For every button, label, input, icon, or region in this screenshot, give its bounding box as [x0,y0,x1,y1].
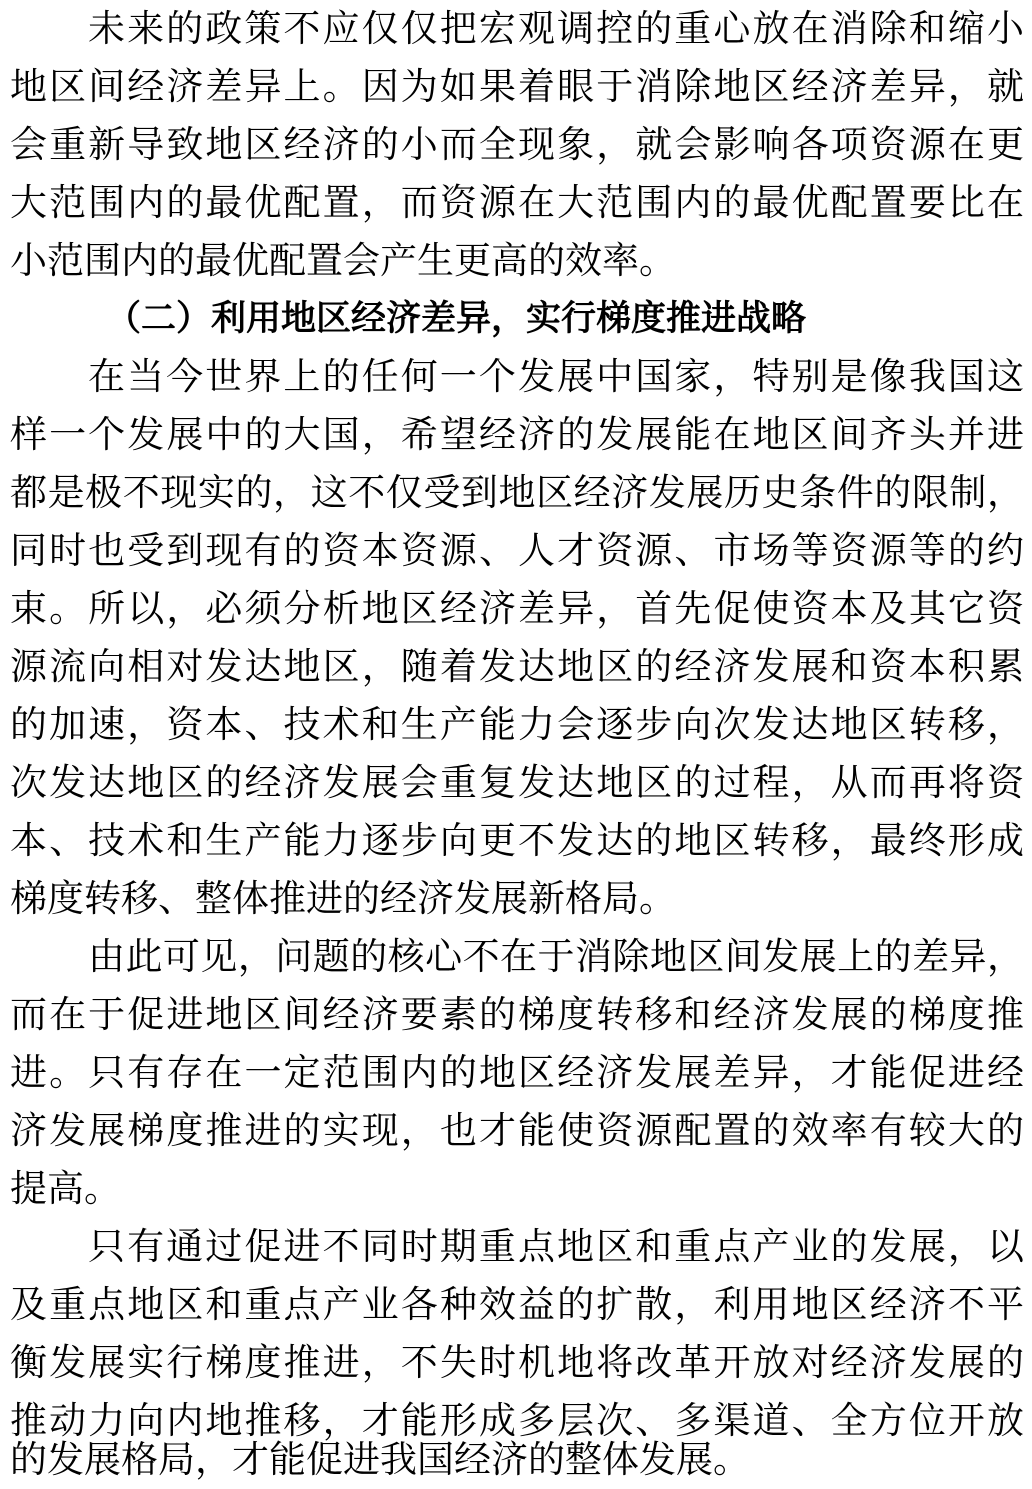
paragraph-2-line-9: 本、技术和生产能力逐步向更不发达的地区转移，最终形成 [10,819,1024,862]
paragraph-1-line-4: 大范围内的最优配置，而资源在大范围内的最优配置要比在 [10,181,1024,224]
paragraph-3-line-2: 而在于促进地区间经济要素的梯度转移和经济发展的梯度推 [10,993,1024,1036]
paragraph-3-line-5: 提高。 [10,1167,121,1210]
paragraph-4-line-3: 衡发展实行梯度推进，不失时机地将改革开放对经济发展的 [10,1341,1024,1384]
paragraph-3-line-1: 由此可见，问题的核心不在于消除地区间发展上的差异， [88,935,1024,978]
paragraph-2-line-5: 束。所以，必须分析地区经济差异，首先促使资本及其它资 [10,587,1024,630]
paragraph-1-line-5: 小范围内的最优配置会产生更高的效率。 [10,239,676,282]
paragraph-4-line-5: 的发展格局，才能促进我国经济的整体发展。 [10,1438,750,1481]
paragraph-1-line-3: 会重新导致地区经济的小而全现象，就会影响各项资源在更 [10,123,1024,166]
paragraph-2-line-1: 在当今世界上的任何一个发展中国家，特别是像我国这 [88,355,1024,398]
paragraph-2-line-6: 源流向相对发达地区，随着发达地区的经济发展和资本积累 [10,645,1024,688]
paragraph-4-line-4: 推动力向内地推移，才能形成多层次、多渠道、全方位开放 [10,1399,1024,1442]
paragraph-3-line-4: 济发展梯度推进的实现，也才能使资源配置的效率有较大的 [10,1109,1024,1152]
paragraph-3-line-3: 进。只有存在一定范围内的地区经济发展差异，才能促进经 [10,1051,1024,1094]
paragraph-2-line-4: 同时也受到现有的资本资源、人才资源、市场等资源等的约 [10,529,1024,572]
paragraph-2-line-8: 次发达地区的经济发展会重复发达地区的过程，从而再将资 [10,761,1024,804]
section-heading: （二）利用地区经济差异，实行梯度推进战略 [106,299,807,339]
paragraph-1-line-1: 未来的政策不应仅仅把宏观调控的重心放在消除和缩小 [88,7,1024,50]
paragraph-4-line-2: 及重点地区和重点产业各种效益的扩散，利用地区经济不平 [10,1283,1024,1326]
paragraph-2-line-3: 都是极不现实的，这不仅受到地区经济发展历史条件的限制， [10,471,1024,514]
paragraph-2-line-7: 的加速，资本、技术和生产能力会逐步向次发达地区转移， [10,703,1024,746]
paragraph-2-line-10: 梯度转移、整体推进的经济发展新格局。 [10,877,676,920]
paragraph-2-line-2: 样一个发展中的大国，希望经济的发展能在地区间齐头并进 [10,413,1024,456]
paragraph-4-line-1: 只有通过促进不同时期重点地区和重点产业的发展，以 [88,1225,1024,1268]
paragraph-1-line-2: 地区间经济差异上。因为如果着眼于消除地区经济差异，就 [10,65,1024,108]
